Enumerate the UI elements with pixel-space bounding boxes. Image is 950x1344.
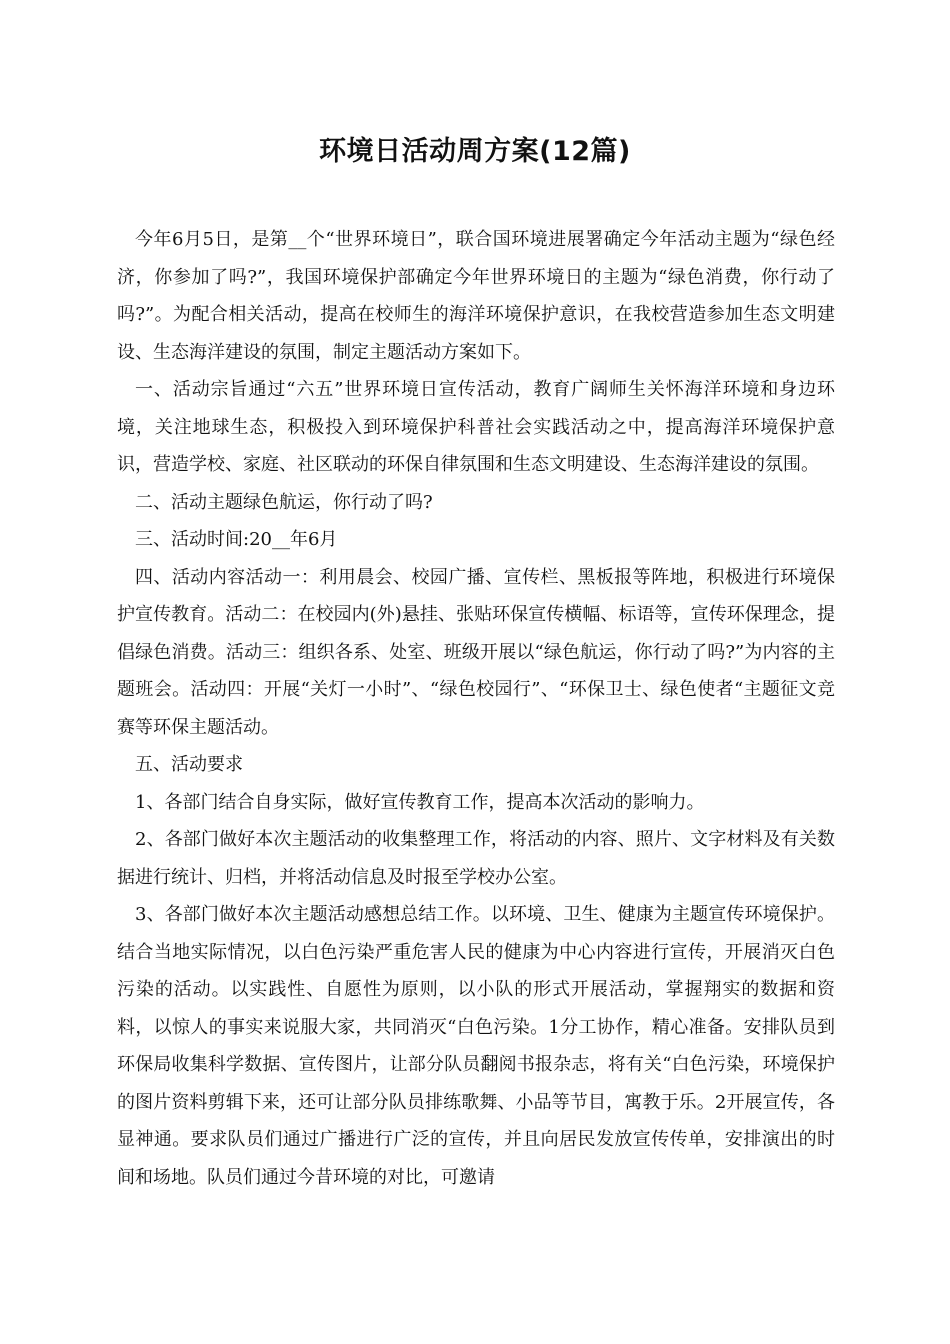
paragraph-requirement-1: 1、各部门结合自身实际，做好宣传教育工作，提高本次活动的影响力。 (135, 791, 705, 813)
document-body (117, 221, 835, 1196)
paragraph-purpose: 一、活动宗旨通过“六五”世界环境日宣传活动，教育广阔师生关怀海洋环境和身边环境，关注地球生态，积极投入到环境保护科普社会实践活动之中，提高海洋环境保护意识，营造学校、家庭、社区联动的环保自律氛围和生态文明建设、生态海洋建设的氛围。 (117, 379, 835, 475)
paragraph-time: 三、活动时间:20__年6月 (135, 529, 338, 550)
paragraph-theme: 二、活动主题绿色航运，你行动了吗? (135, 491, 433, 513)
document-title: 环境日活动周方案(12篇) (319, 136, 631, 167)
paragraph-requirements-heading: 五、活动要求 (135, 754, 243, 775)
paragraph-intro: 今年6月5日，是第__个“世界环境日”，联合国环境进展署确定今年活动主题为“绿色经济，你参加了吗?”，我国环境保护部确定今年世界环境日的主题为“绿色消费，你行动了吗?”。为配合相关活动，提高在校师生的海洋环境保护意识，在我校营造参加生态文明建设、生态海洋建设的氛围，制定主题活动方案如下。 (117, 229, 835, 363)
paragraph-requirement-2: 2、各部门做好本次主题活动的收集整理工作，将活动的内容、照片、文字材料及有关数据进行统计、归档，并将活动信息及时报至学校办公室。 (117, 829, 835, 888)
paragraph-requirement-3: 3、各部门做好本次主题活动感想总结工作。以环境、卫生、健康为主题宣传环境保护。结合当地实际情况，以白色污染严重危害人民的健康为中心内容进行宣传，开展消灭白色污染的活动。以实践性、自愿性为原则，以小队的形式开展活动，掌握翔实的数据和资料，以惊人的事实来说服大家，共同消灭“白色污染。1分工协作，精心准备。安排队员到环保局收集科学数据、宣传图片，让部分队员翻阅书报杂志，将有关“白色污染，环境保护的图片资料剪辑下来，还可让部分队员排练歌舞、小品等节目，寓教于乐。2开展宣传，各显神通。要求队员们通过广播进行广泛的宣传，并且向居民发放宣传传单，安排演出的时间和场地。队员们通过今昔环境的对比，可邀请 (117, 904, 835, 1188)
paragraph-content: 四、活动内容活动一：利用晨会、校园广播、宣传栏、黑板报等阵地，积极进行环境保护宣传教育。活动二：在校园内(外)悬挂、张贴环保宣传横幅、标语等，宣传环保理念，提倡绿色消费。活动三：组织各系、处室、班级开展以“绿色航运，你行动了吗?”为内容的主题班会。活动四：开展“关灯一小时”、“绿色校园行”、“环保卫士、绿色使者“主题征文竞赛等环保主题活动。 (117, 566, 835, 738)
